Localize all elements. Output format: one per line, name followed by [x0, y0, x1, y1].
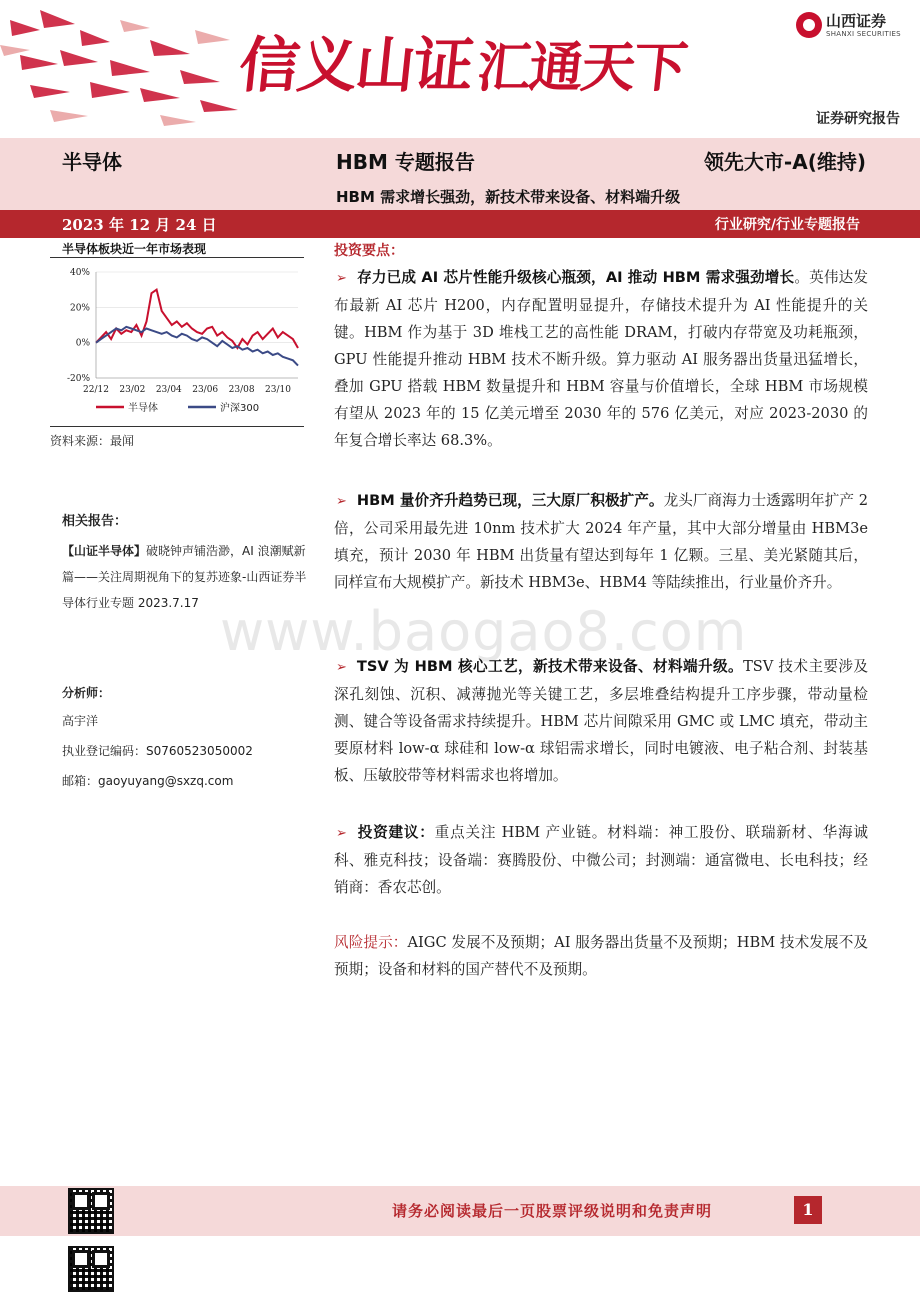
chart-y-tick-label: 0%	[75, 338, 90, 349]
logo-text-cn: 山西证券	[826, 12, 887, 30]
page-header	[0, 0, 920, 138]
point-1-lead: 存力已成 AI 芯片性能升级核心瓶颈，AI 推动 HBM 需求强劲增长	[356, 269, 795, 286]
chart-divider-top	[50, 257, 304, 258]
logo-text-en: SHANXI SECURITIES	[826, 30, 901, 38]
chart-x-tick-label: 23/06	[192, 385, 219, 395]
point-3-lead: TSV 为 HBM 核心工艺，新技术带来设备、材料端升级。	[356, 658, 744, 675]
point-4	[334, 819, 868, 901]
chart-title: 半导体板块近一年市场表现	[62, 242, 207, 256]
point-4-lead: 投资建议：	[356, 824, 435, 841]
report-subtitle: HBM 需求增长强劲，新技术带来设备、材料端升级	[336, 188, 681, 206]
point-4-text: 重点关注 HBM 产业链。材料端：神工股份、联瑞新材、华海诚科、雅克科技；设备端：赛腾股份、中微公司；封测端：通富微电、长电科技；经销商：香农芯创。	[334, 824, 868, 896]
analyst-registration: 执业登记编码：S0760523050002	[62, 744, 253, 758]
watermark: www.baogao8.com	[220, 600, 748, 663]
page-number: 1	[794, 1196, 822, 1224]
logo-icon	[796, 12, 822, 38]
chart-legend-label: 沪深300	[220, 403, 260, 414]
chart-series-line	[96, 290, 298, 348]
analyst-name: 高宇洋	[62, 714, 99, 728]
point-2-lead: HBM 量价齐升趋势已现，三大原厂积极扩产。	[356, 492, 664, 509]
chart-grid	[96, 272, 298, 378]
arrow-bullet-icon: ➢	[336, 271, 347, 286]
arrow-bullet-icon: ➢	[336, 660, 347, 675]
related-report-lead: 【山证半导体】	[62, 544, 147, 558]
chart-y-tick-label: -20%	[66, 374, 90, 384]
report-date: 2023 年 12 月 24 日	[62, 216, 217, 234]
chart-x-tick-label: 23/02	[119, 385, 146, 395]
analyst-email[interactable]: 邮箱：gaoyuyang@sxzq.com	[62, 774, 234, 788]
footer-disclaimer[interactable]: 请务必阅读最后一页股票评级说明和免责声明	[392, 1202, 713, 1220]
point-1	[334, 264, 868, 454]
investment-points-title: 投资要点：	[334, 243, 404, 259]
point-2-text: 龙头厂商海力士透露明年扩产 2 倍，公司采用最先进 10nm 技术扩大 2024 年产量，其中大部分增量由 HBM3e 填充，预计 2030 年 HBM 出货量有望达到每年 1 亿颗。三星、美光紧随其后，同样宣布大规模扩产。新技术 HBM3e、HBM4 等陆续推出，行业量价齐升。	[334, 492, 868, 591]
risk-label: 风险提示：	[334, 934, 408, 951]
point-3-text: TSV 技术主要涉及深孔刻蚀、沉积、减薄抛光等关键工艺，多层堆叠结构提升工序步骤，带动量检测、键合等设备需求持续提升。HBM 芯片间隙采用 GMC 或 LMC 填充，带动主要原材料 low-α 球硅和 low-α 球铝需求增长，同时电镀液、电子粘合剂、封装基板、压敏胶带等材料需求也将增加。	[334, 658, 868, 784]
chart-x-tick-label: 22/12	[83, 385, 109, 395]
chart-x-ticks	[83, 385, 291, 395]
point-2	[334, 487, 868, 596]
qr-code-icon	[68, 1188, 114, 1234]
analyst-title: 分析师：	[62, 686, 111, 700]
rating-label: 领先大市-A(维持)	[703, 150, 866, 174]
market-performance-chart	[52, 260, 302, 424]
report-title: HBM 专题报告	[336, 150, 475, 174]
chart-source: 资料来源：最闻	[50, 434, 135, 448]
arrow-bullet-icon: ➢	[336, 494, 347, 509]
qr-code-icon	[68, 1246, 114, 1292]
chart-y-tick-label: 40%	[69, 268, 90, 278]
industry-label: 半导体	[62, 150, 122, 174]
point-1-text: 。英伟达发布最新 AI 芯片 H200，内存配置明显提升，存储技术提升为 AI 性能提升的关键。HBM 作为基于 3D 堆栈工艺的高性能 DRAM，打破内存带宽及功耗瓶颈，GPU 性能提升推动 HBM 技术不断升级。算力驱动 AI 服务器出货量迅猛增长，叠加 GPU 搭载 HBM 数量提升和 HBM 容量与价值增长，全球 HBM 市场规模有望从 2023 年的 15 亿美元增至 2030 年的 576 亿美元，对应 2023-2030 的年复合增长率达 68.3%。	[334, 269, 868, 449]
chart-divider-bottom	[50, 426, 304, 427]
chart-legend-label: 半导体	[128, 403, 158, 414]
risk-warning	[334, 929, 868, 983]
chart-y-tick-label: 20%	[69, 303, 90, 314]
risk-text: AIGC 发展不及预期；AI 服务器出货量不及预期；HBM 技术发展不及预期；设备和材料的国产替代不及预期。	[334, 934, 868, 978]
chart-x-tick-label: 23/10	[265, 385, 291, 395]
chart-series	[96, 290, 298, 366]
chart-y-ticks	[67, 268, 90, 384]
report-category: 行业研究/行业专题报告	[714, 217, 860, 233]
related-report-text: 破晓钟声铺浩渺，AI 浪潮赋新篇——关注周期视角下的复苏迹象-山西证券半导体行业专题 2023.7.17	[62, 544, 307, 610]
header-slogan: 信义山证汇通天下	[235, 31, 689, 101]
arrow-bullet-icon: ➢	[336, 826, 347, 841]
related-reports-title: 相关报告：	[62, 514, 128, 529]
chart-legend	[96, 401, 259, 414]
header-decoration	[0, 0, 250, 130]
chart-x-tick-label: 23/08	[228, 385, 255, 395]
point-3	[334, 653, 868, 789]
report-type: 证券研究报告	[816, 111, 900, 127]
chart-x-tick-label: 23/04	[155, 385, 182, 395]
company-logo	[796, 10, 906, 44]
